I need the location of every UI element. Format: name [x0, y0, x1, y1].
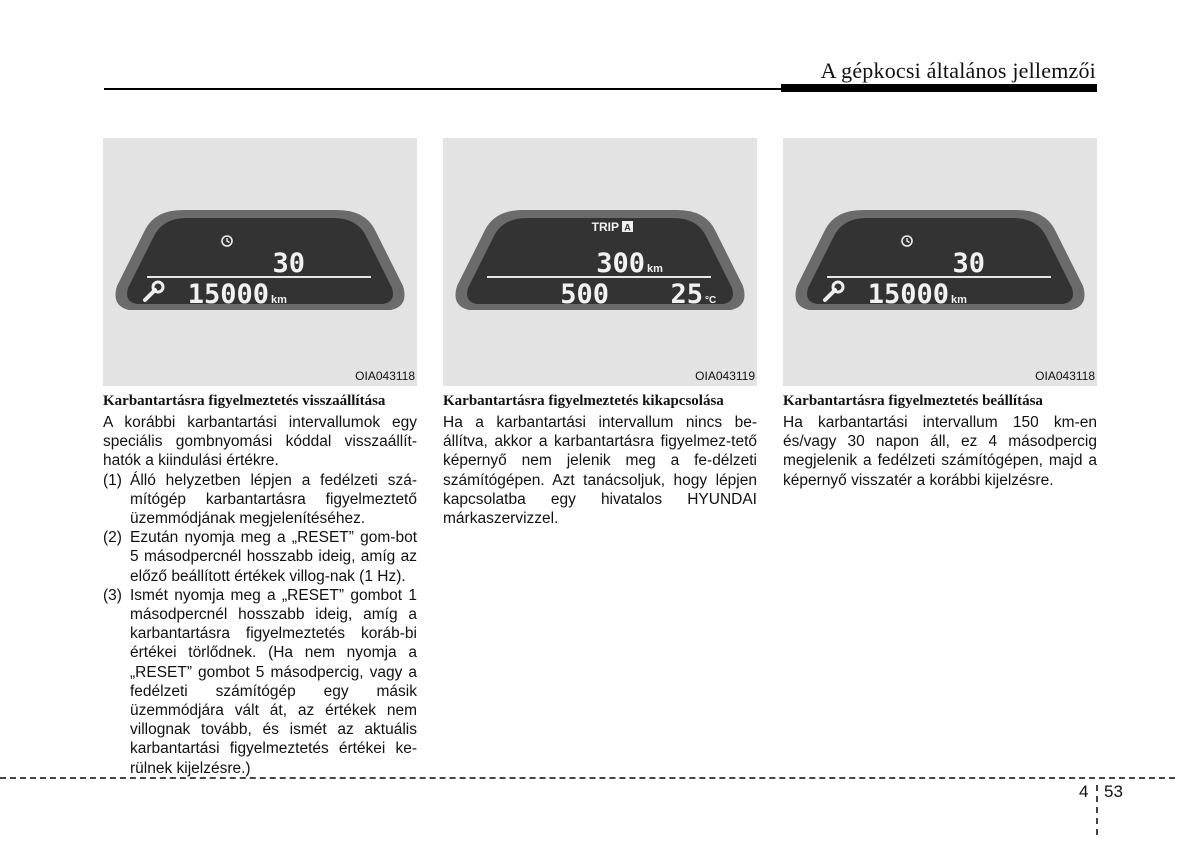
image-code: OIA043118 [355, 369, 415, 383]
section-body: Ha karbantartási intervallum 150 km-en és/vagy 30 napon áll, ez 4 másodpercig megjelenik a fedélzeti számítógépen, majd a képernyő visszatér a korábbi kijelzésre. [783, 414, 1097, 489]
display-bottom-unit: km [271, 294, 287, 306]
column-reset [103, 138, 417, 778]
image-code: OIA043119 [695, 369, 755, 383]
display-bottom-left-value: 500 [560, 279, 609, 310]
instrument-display [103, 138, 417, 386]
header-title: A gépkocsi általános jellemzői [820, 58, 1096, 83]
section-intro: A korábbi karbantartási intervallumok egy speciális gombnyomási kóddal visszaállít-hatók a kiindulási értékre. [103, 414, 417, 470]
footer-rule [0, 777, 1175, 779]
section-heading: Karbantartásra figyelmeztetés visszaállítása [103, 393, 386, 409]
display-top-value: 30 [952, 248, 985, 279]
page-number: 53 [1104, 782, 1123, 801]
display-photo [783, 138, 1097, 386]
step-number: (1) [103, 471, 122, 489]
list-item [103, 528, 417, 586]
trip-label: TRIP [591, 220, 619, 234]
display-temperature-unit: °C [705, 295, 717, 306]
display-bottom-unit: km [951, 294, 967, 306]
column-setup [783, 138, 1097, 490]
section-heading: Karbantartásra figyelmeztetés kikapcsolása [443, 393, 724, 409]
list-item [103, 586, 417, 778]
steps-list [103, 471, 417, 778]
step-text: Ismét nyomja meg a „RESET” gombot 1 másodpercnél hosszabb ideig, amíg a karbantartásra figyelmeztetés koráb-bi értékei törlődnek. (Ha nem nyomja a „RESET” gombot 5 másodpercig, vagy a fedélzeti számítógép egy másik üzemmódjára vált át, az értékek nem villognak tovább, és ismét az aktuális karbantartási figyelmeztetés értékei ke-rülnek kijelzésre.) [130, 586, 417, 777]
instrument-display [783, 138, 1097, 386]
display-top-unit: km [647, 263, 663, 275]
trip-badge: A [624, 222, 631, 233]
list-item [103, 471, 417, 529]
display-bottom-value: 15000 [187, 279, 269, 310]
chapter-number: 4 [1079, 782, 1089, 801]
page-number-separator [1096, 785, 1098, 835]
display-photo [443, 138, 757, 386]
display-bottom-value: 15000 [867, 279, 949, 310]
section-body: Ha a karbantartási intervallum nincs be-állítva, akkor a karbantartásra figyelmez-tető képernyő nem jelenik meg a fe-délzeti számítógépen. Azt tanácsoljuk, hogy lépjen kapcsolatba egy hivatalos HYUNDAI márkaszervizzel. [443, 414, 757, 528]
section-heading: Karbantartásra figyelmeztetés beállítása [783, 393, 1043, 409]
header-rule-accent [781, 84, 1097, 92]
column-disable [443, 138, 757, 528]
display-top-value: 300 [596, 248, 645, 279]
step-text: Álló helyzetben lépjen a fedélzeti szá-mítógép karbantartásra figyelmeztető üzemmódjának megjelenítéséhez. [130, 471, 417, 528]
step-number: (3) [103, 586, 122, 604]
display-photo [103, 138, 417, 386]
step-text: Ezután nyomja meg a „RESET” gom-bot 5 másodpercnél hosszabb ideig, amíg az előző beállított értékek villog-nak (1 Hz). [130, 529, 417, 585]
image-code: OIA043118 [1035, 369, 1095, 383]
step-number: (2) [103, 529, 122, 547]
instrument-display [443, 138, 757, 386]
display-top-value: 30 [272, 248, 305, 279]
display-temperature-value: 25 [670, 279, 703, 310]
